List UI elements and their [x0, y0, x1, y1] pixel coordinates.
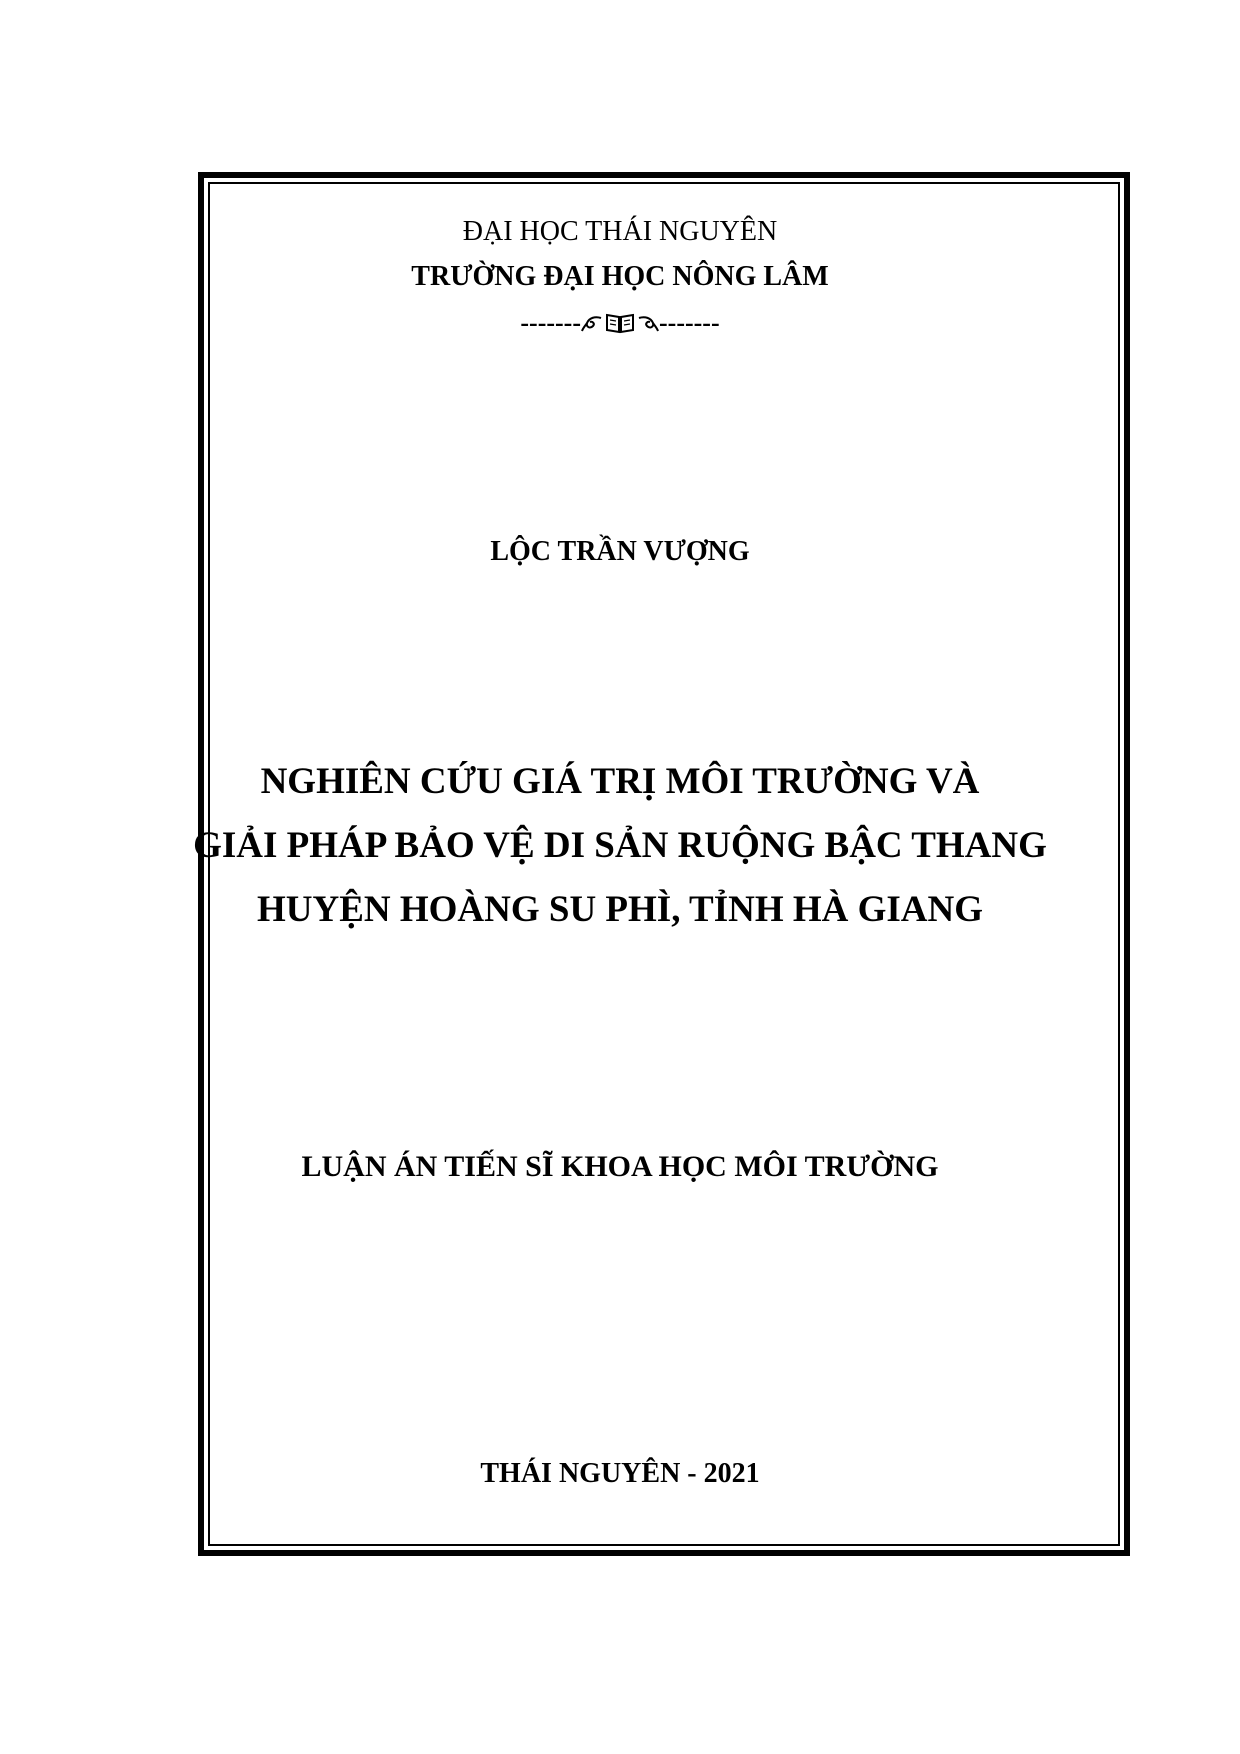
- divider-dashes-left: -------: [520, 308, 581, 337]
- divider-dashes-right: -------: [659, 308, 720, 337]
- open-book-icon: [605, 312, 635, 334]
- scroll-right-icon: [637, 314, 659, 334]
- scroll-left-icon: [581, 314, 603, 334]
- thesis-title-line-1: NGHIÊN CỨU GIÁ TRỊ MÔI TRƯỜNG VÀ: [260, 761, 980, 802]
- thesis-title-line-3: HUYỆN HOÀNG SU PHÌ, TỈNH HÀ GIANG: [256, 889, 984, 930]
- degree-type: LUẬN ÁN TIẾN SĨ KHOA HỌC MÔI TRƯỜNG: [301, 1150, 939, 1183]
- author-name: LỘC TRẦN VƯỢNG: [490, 536, 750, 567]
- thesis-title-line-2: GIẢI PHÁP BẢO VỆ DI SẢN RUỘNG BẬC THANG: [193, 825, 1047, 866]
- faculty-name: TRƯỜNG ĐẠI HỌC NÔNG LÂM: [411, 261, 829, 292]
- decorative-divider: [0, 310, 1240, 336]
- place-and-year: THÁI NGUYÊN - 2021: [480, 1458, 760, 1489]
- university-name: ĐẠI HỌC THÁI NGUYÊN: [462, 216, 778, 247]
